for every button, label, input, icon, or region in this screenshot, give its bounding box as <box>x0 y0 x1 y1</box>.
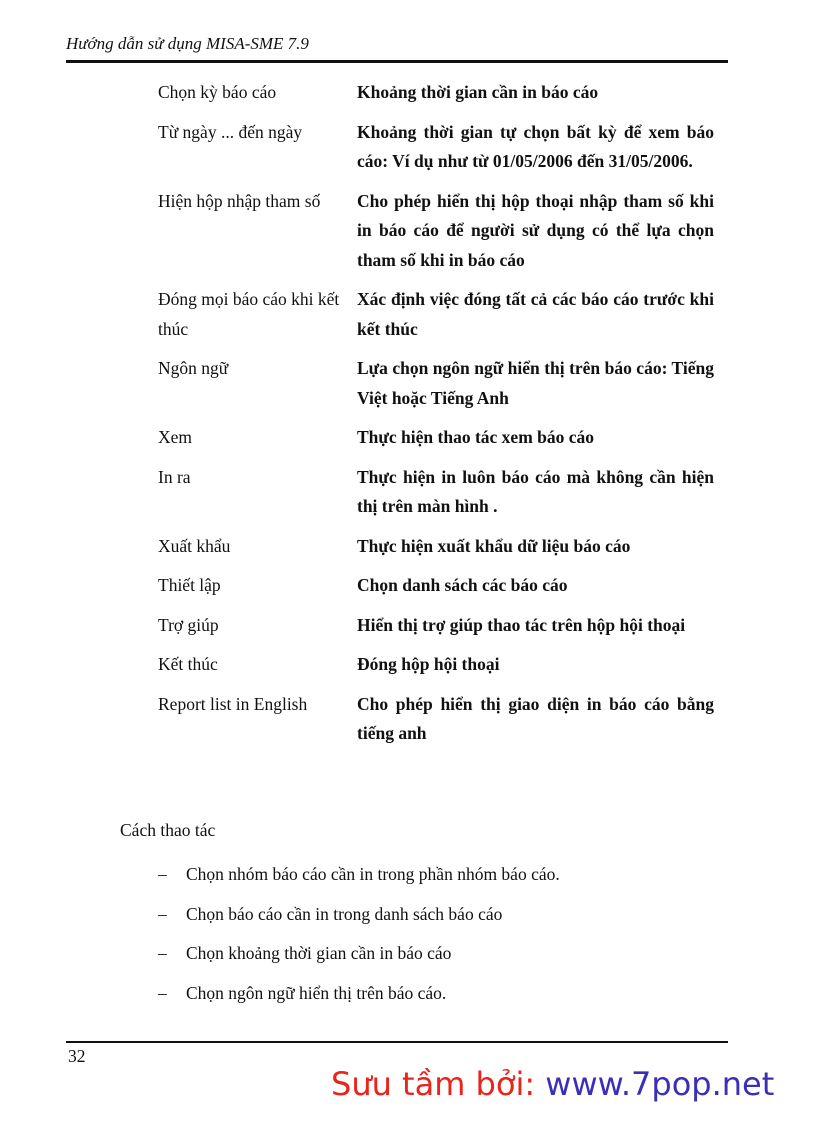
definition-table <box>158 78 714 759</box>
definition-row <box>158 532 714 562</box>
dash-bullet: – <box>158 903 167 924</box>
definition-description: Cho phép hiển thị giao diện in báo cáo bằng tiếng anh <box>357 693 714 743</box>
definition-term: Từ ngày ... đến ngày <box>158 121 303 142</box>
definition-row <box>158 690 714 749</box>
definition-term: Trợ giúp <box>158 614 219 635</box>
definition-description: Cho phép hiển thị hộp thoại nhập tham số khi in báo cáo để người sử dụng có thể lựa chọn tham số khi in báo cáo <box>357 190 714 270</box>
definition-description: Thực hiện xuất khẩu dữ liệu báo cáo <box>357 535 631 556</box>
definition-term: Report list in English <box>158 693 308 714</box>
step-text: Chọn khoảng thời gian cần in báo cáo <box>186 943 452 963</box>
definition-term: Đóng mọi báo cáo khi kết thúc <box>158 289 340 339</box>
definition-description: Lựa chọn ngôn ngữ hiển thị trên báo cáo: Tiếng Việt hoặc Tiếng Anh <box>357 358 714 408</box>
definition-term: Xem <box>158 427 193 447</box>
step-text: Chọn nhóm báo cáo cần in trong phần nhóm báo cáo. <box>186 864 560 884</box>
step-text: Chọn ngôn ngữ hiển thị trên báo cáo. <box>186 982 447 1003</box>
definition-term: In ra <box>158 466 191 487</box>
definition-row <box>158 78 714 108</box>
header-divider <box>66 60 728 63</box>
definition-term: Kết thúc <box>158 654 218 674</box>
list-item <box>158 939 738 968</box>
list-item <box>158 979 738 1008</box>
definition-description: Chọn danh sách các báo cáo <box>357 575 568 595</box>
dash-bullet: – <box>158 943 167 963</box>
document-title: Hướng dẫn sử dụng MISA-SME 7.9 <box>66 34 309 53</box>
watermark-prefix: Sưu tầm bởi: <box>331 1065 546 1103</box>
definition-description: Hiển thị trợ giúp thao tác trên hộp hội thoại <box>357 614 686 635</box>
definition-row <box>158 423 714 453</box>
definition-description: Khoảng thời gian tự chọn bất kỳ để xem báo cáo: Ví dụ như từ 01/05/2006 đến 31/05/2006. <box>357 121 714 171</box>
definition-row <box>158 611 714 641</box>
step-list <box>158 860 738 1018</box>
definition-row <box>158 571 714 601</box>
definition-description: Đóng hộp hội thoại <box>357 654 500 674</box>
definition-description: Thực hiện thao tác xem báo cáo <box>357 427 595 447</box>
page-number: 32 <box>68 1046 86 1066</box>
definition-row <box>158 650 714 680</box>
definition-term: Hiện hộp nhập tham số <box>158 190 321 211</box>
definition-row <box>158 463 714 522</box>
definition-term: Thiết lập <box>158 575 221 595</box>
definition-row <box>158 354 714 413</box>
dash-bullet: – <box>158 864 167 884</box>
definition-row <box>158 118 714 177</box>
list-item <box>158 900 738 929</box>
definition-term: Xuất khẩu <box>158 535 231 556</box>
list-item <box>158 860 738 889</box>
definition-term: Ngôn ngữ <box>158 358 229 378</box>
definition-description: Khoảng thời gian cần in báo cáo <box>357 82 599 102</box>
step-text: Chọn báo cáo cần in trong danh sách báo cáo <box>186 903 503 924</box>
footer-divider <box>66 1041 728 1043</box>
dash-bullet: – <box>158 982 167 1003</box>
definition-description: Thực hiện in luôn báo cáo mà không cần hiện thị trên màn hình . <box>357 466 714 516</box>
definition-term: Chọn kỳ báo cáo <box>158 82 277 102</box>
watermark-site: www.7pop.net <box>545 1065 775 1103</box>
watermark <box>331 1065 774 1103</box>
definition-row <box>158 187 714 276</box>
section-heading: Cách thao tác <box>120 820 216 840</box>
definition-description: Xác định việc đóng tất cả các báo cáo trước khi kết thúc <box>357 289 714 339</box>
definition-row <box>158 285 714 344</box>
